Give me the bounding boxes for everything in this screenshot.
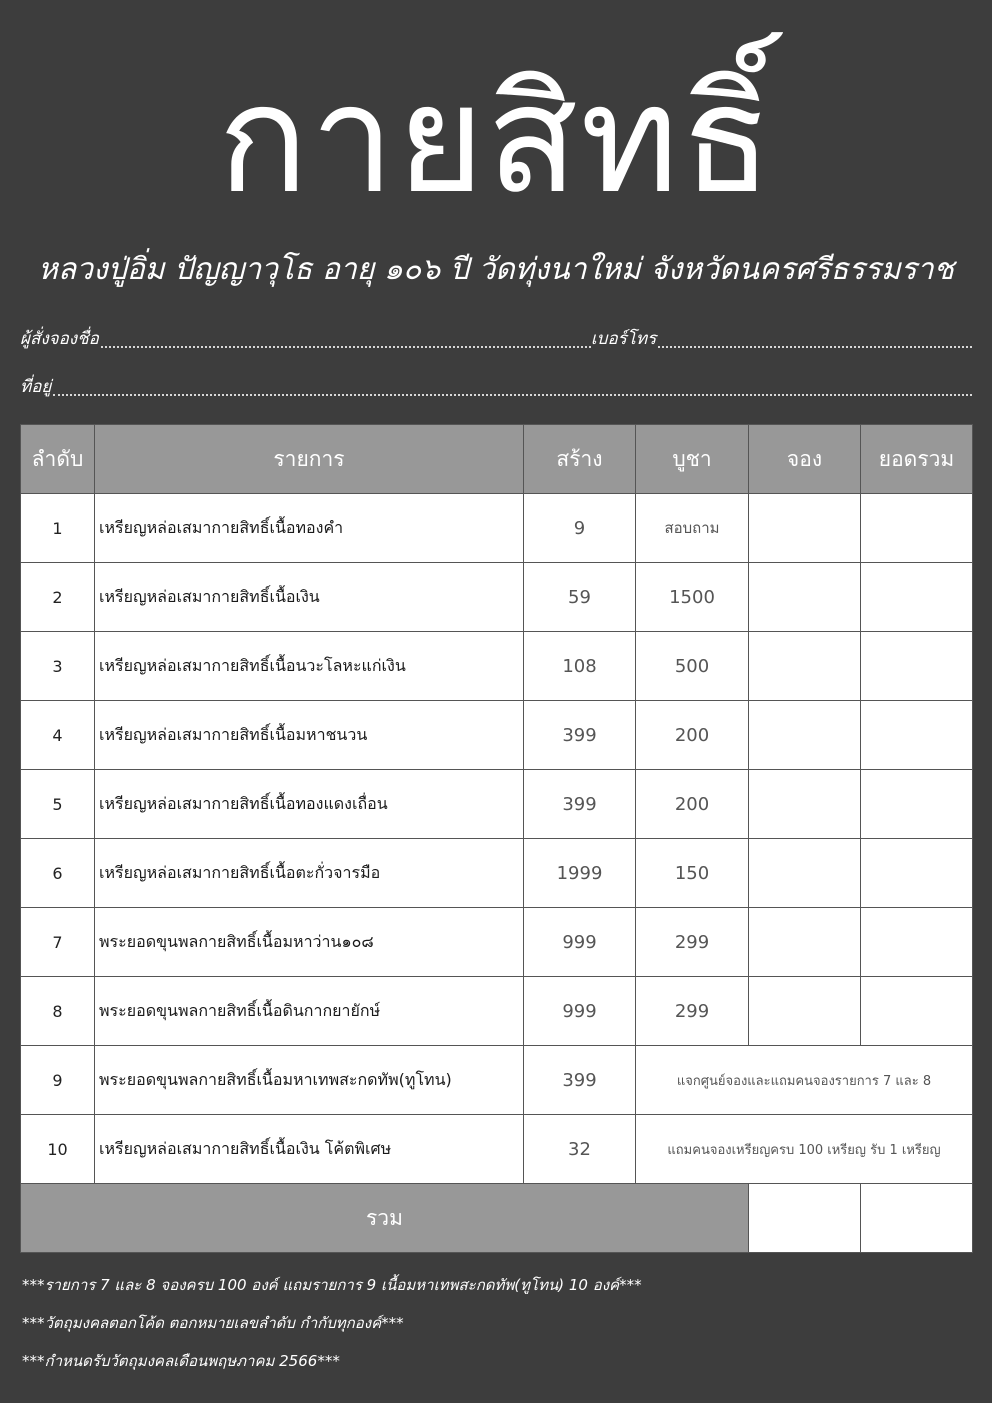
note-line: ***กำหนดรับวัตถุมงคลเดือนพฤษภาคม 2566*** bbox=[22, 1352, 340, 1370]
row-no: 10 bbox=[21, 1115, 95, 1184]
total-row bbox=[21, 1184, 973, 1253]
row-reserve-cell[interactable] bbox=[749, 563, 861, 632]
table-row bbox=[21, 632, 973, 701]
header-no: ลำดับ bbox=[21, 425, 95, 494]
row-made: 108 bbox=[524, 632, 636, 701]
row-item: เหรียญหล่อเสมากายสิทธิ์เนื้อเงิน โค้ตพิเศษ bbox=[95, 1115, 524, 1184]
row-total-cell[interactable] bbox=[861, 839, 973, 908]
row-made: 999 bbox=[524, 977, 636, 1046]
row-reserve-cell[interactable] bbox=[749, 494, 861, 563]
row-price: 200 bbox=[636, 701, 749, 770]
row-reserve-cell[interactable] bbox=[749, 977, 861, 1046]
row-reserve-cell[interactable] bbox=[749, 632, 861, 701]
table-header-row bbox=[21, 425, 973, 494]
name-label: ผู้สั่งจองชื่อ bbox=[20, 329, 99, 349]
table-row bbox=[21, 908, 973, 977]
row-no: 8 bbox=[21, 977, 95, 1046]
row-total-cell[interactable] bbox=[861, 563, 973, 632]
row-price: 150 bbox=[636, 839, 749, 908]
phone-field[interactable] bbox=[658, 345, 972, 348]
table-row bbox=[21, 1046, 973, 1115]
row-price: สอบถาม bbox=[636, 494, 749, 563]
name-field[interactable] bbox=[101, 345, 591, 348]
footer-notes bbox=[22, 1266, 972, 1380]
header-total: ยอดรวม bbox=[861, 425, 973, 494]
row-item: เหรียญหล่อเสมากายสิทธิ์เนื้อทองแดงเถื่อน bbox=[95, 770, 524, 839]
header-item: รายการ bbox=[95, 425, 524, 494]
table-row bbox=[21, 1115, 973, 1184]
row-price: 200 bbox=[636, 770, 749, 839]
page-subtitle: หลวงปู่อิ่ม ปัญญาวุโธ อายุ ๑๐๖ ปี วัดทุ่งนาใหม่ จังหวัดนครศรีธรรมราช bbox=[38, 252, 954, 287]
row-total-cell[interactable] bbox=[861, 494, 973, 563]
order-table bbox=[20, 424, 973, 1253]
note-line: ***รายการ 7 และ 8 จองครบ 100 องค์ แถมรายการ 9 เนื้อมหาเทพสะกดทัพ(ทูโทน) 10 องค์*** bbox=[22, 1276, 642, 1294]
header-made: สร้าง bbox=[524, 425, 636, 494]
row-price: 500 bbox=[636, 632, 749, 701]
row-made: 399 bbox=[524, 1046, 636, 1115]
row-item: เหรียญหล่อเสมากายสิทธิ์เนื้อตะกั่วจารมือ bbox=[95, 839, 524, 908]
row-made: 59 bbox=[524, 563, 636, 632]
table-row bbox=[21, 977, 973, 1046]
row-total-cell[interactable] bbox=[861, 977, 973, 1046]
table-row bbox=[21, 839, 973, 908]
address-line bbox=[20, 370, 972, 400]
row-reserve-cell[interactable] bbox=[749, 701, 861, 770]
row-no: 5 bbox=[21, 770, 95, 839]
row-price: 299 bbox=[636, 908, 749, 977]
row-reserve-cell[interactable] bbox=[749, 908, 861, 977]
row-reserve-cell[interactable] bbox=[749, 839, 861, 908]
row-item: เหรียญหล่อเสมากายสิทธิ์เนื้อนวะโลหะแก่เงิน bbox=[95, 632, 524, 701]
row-no: 2 bbox=[21, 563, 95, 632]
order-name-line bbox=[20, 322, 972, 352]
row-item: เหรียญหล่อเสมากายสิทธิ์เนื้อเงิน bbox=[95, 563, 524, 632]
row-made: 399 bbox=[524, 770, 636, 839]
row-price: 1500 bbox=[636, 563, 749, 632]
table-row bbox=[21, 770, 973, 839]
row-no: 6 bbox=[21, 839, 95, 908]
row-item: เหรียญหล่อเสมากายสิทธิ์เนื้อทองคำ bbox=[95, 494, 524, 563]
address-field[interactable] bbox=[53, 393, 972, 396]
total-label: รวม bbox=[21, 1184, 749, 1253]
row-item: พระยอดขุนพลกายสิทธิ์เนื้อมหาเทพสะกดทัพ(ทูโทน) bbox=[95, 1046, 524, 1115]
header-reserve: จอง bbox=[749, 425, 861, 494]
row-total-cell[interactable] bbox=[861, 908, 973, 977]
row-price: 299 bbox=[636, 977, 749, 1046]
row-no: 9 bbox=[21, 1046, 95, 1115]
total-sum-cell[interactable] bbox=[861, 1184, 973, 1253]
row-total-cell[interactable] bbox=[861, 632, 973, 701]
note-line: ***วัตถุมงคลตอกโค้ด ตอกหมายเลขลำดับ กำกับทุกองค์*** bbox=[22, 1314, 404, 1332]
header-price: บูชา bbox=[636, 425, 749, 494]
row-item: เหรียญหล่อเสมากายสิทธิ์เนื้อมหาชนวน bbox=[95, 701, 524, 770]
row-made: 999 bbox=[524, 908, 636, 977]
row-made: 9 bbox=[524, 494, 636, 563]
row-made: 1999 bbox=[524, 839, 636, 908]
row-item: พระยอดขุนพลกายสิทธิ์เนื้อมหาว่าน๑๐๘ bbox=[95, 908, 524, 977]
row-note: แจกศูนย์จองและแถมคนจองรายการ 7 และ 8 bbox=[636, 1046, 973, 1115]
row-no: 4 bbox=[21, 701, 95, 770]
row-total-cell[interactable] bbox=[861, 701, 973, 770]
row-no: 3 bbox=[21, 632, 95, 701]
total-reserve-cell[interactable] bbox=[749, 1184, 861, 1253]
table-row bbox=[21, 701, 973, 770]
row-no: 7 bbox=[21, 908, 95, 977]
row-made: 32 bbox=[524, 1115, 636, 1184]
table-row bbox=[21, 563, 973, 632]
row-made: 399 bbox=[524, 701, 636, 770]
page-title: กายสิทธิ์ bbox=[217, 53, 775, 227]
table-row bbox=[21, 494, 973, 563]
row-no: 1 bbox=[21, 494, 95, 563]
row-note: แถมคนจองเหรียญครบ 100 เหรียญ รับ 1 เหรียญ bbox=[636, 1115, 973, 1184]
address-label: ที่อยู่ bbox=[20, 377, 52, 397]
phone-label: เบอร์โทร bbox=[590, 329, 657, 349]
row-item: พระยอดขุนพลกายสิทธิ์เนื้อดินกากยายักษ์ bbox=[95, 977, 524, 1046]
row-reserve-cell[interactable] bbox=[749, 770, 861, 839]
row-total-cell[interactable] bbox=[861, 770, 973, 839]
